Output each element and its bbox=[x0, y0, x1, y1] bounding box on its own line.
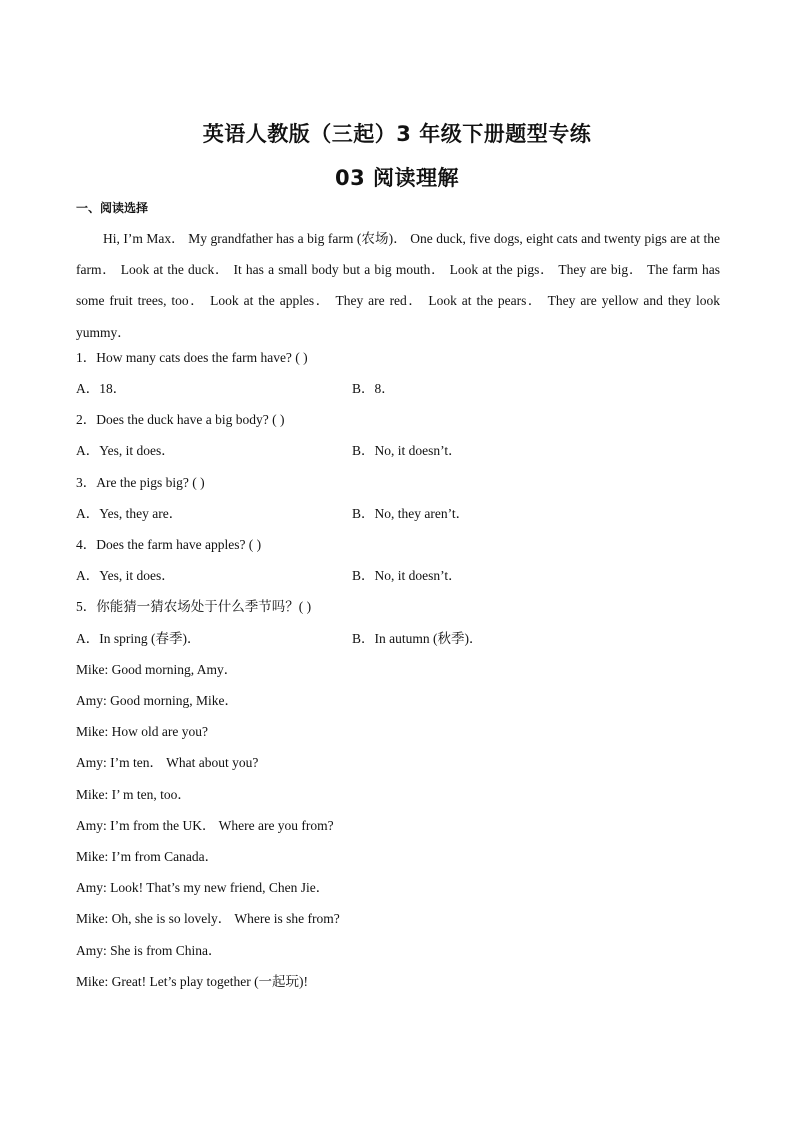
question-3-option-b: B．No, they aren’t． bbox=[352, 506, 470, 521]
question-5-option-b: B．In autumn (秋季)． bbox=[352, 631, 483, 646]
dialogue-line: Mike: I’ m ten, too． bbox=[76, 787, 191, 802]
question-4: 4．Does the farm have apples? ( ) bbox=[76, 537, 262, 552]
dialogue-line: Mike: I’m from Canada． bbox=[76, 849, 219, 864]
section-heading: 一、阅读选择 bbox=[76, 201, 149, 215]
dialogue-line: Mike: How old are you? bbox=[76, 724, 208, 739]
dialogue-line: Amy: I’m from the UK． Where are you from? bbox=[76, 818, 334, 833]
question-1-option-a: A．18． bbox=[76, 381, 127, 396]
dialogue-line: Amy: Look! That’s my new friend, Chen Jie． bbox=[76, 880, 330, 895]
question-2: 2．Does the duck have a big body? ( ) bbox=[76, 412, 285, 427]
document-title: 英语人教版（三起）3 年级下册题型专练 bbox=[202, 122, 592, 146]
question-2-option-b: B．No, it doesn’t． bbox=[352, 443, 462, 458]
question-4-option-a: A．Yes, it does． bbox=[76, 568, 175, 583]
question-5-option-a: A．In spring (春季)． bbox=[76, 631, 201, 646]
question-3: 3．Are the pigs big? ( ) bbox=[76, 475, 205, 490]
question-5: 5．你能猜一猜农场处于什么季节吗？( ) bbox=[76, 599, 312, 614]
dialogue-line: Mike: Oh, she is so lovely． Where is she from? bbox=[76, 911, 340, 926]
question-3-option-a: A．Yes, they are． bbox=[76, 506, 183, 521]
question-4-option-b: B．No, it doesn’t． bbox=[352, 568, 462, 583]
reading-passage: Hi, I’m Max． My grandfather has a big farm (农场)． One duck, five dogs, eight cats and twenty pigs are at the farm． Look at the duck． It has a small body but a big mouth． Look at the pigs． They are big． The farm has some fruit trees, too． Look at the apples． They are red． Look at the pears． They are yellow and they look yummy． bbox=[76, 231, 720, 340]
question-1-option-b: B．8． bbox=[352, 381, 395, 396]
question-1: 1．How many cats does the farm have? ( ) bbox=[76, 350, 308, 365]
dialogue-line: Amy: She is from China． bbox=[76, 943, 222, 958]
dialogue-line: Amy: Good morning, Mike． bbox=[76, 693, 238, 708]
document-subtitle: 03 阅读理解 bbox=[334, 166, 460, 190]
dialogue-line: Amy: I’m ten． What about you? bbox=[76, 755, 259, 770]
question-2-option-a: A．Yes, it does． bbox=[76, 443, 175, 458]
dialogue-line: Mike: Great! Let’s play together (一起玩)! bbox=[76, 974, 309, 989]
dialogue-line: Mike: Good morning, Amy． bbox=[76, 662, 238, 677]
